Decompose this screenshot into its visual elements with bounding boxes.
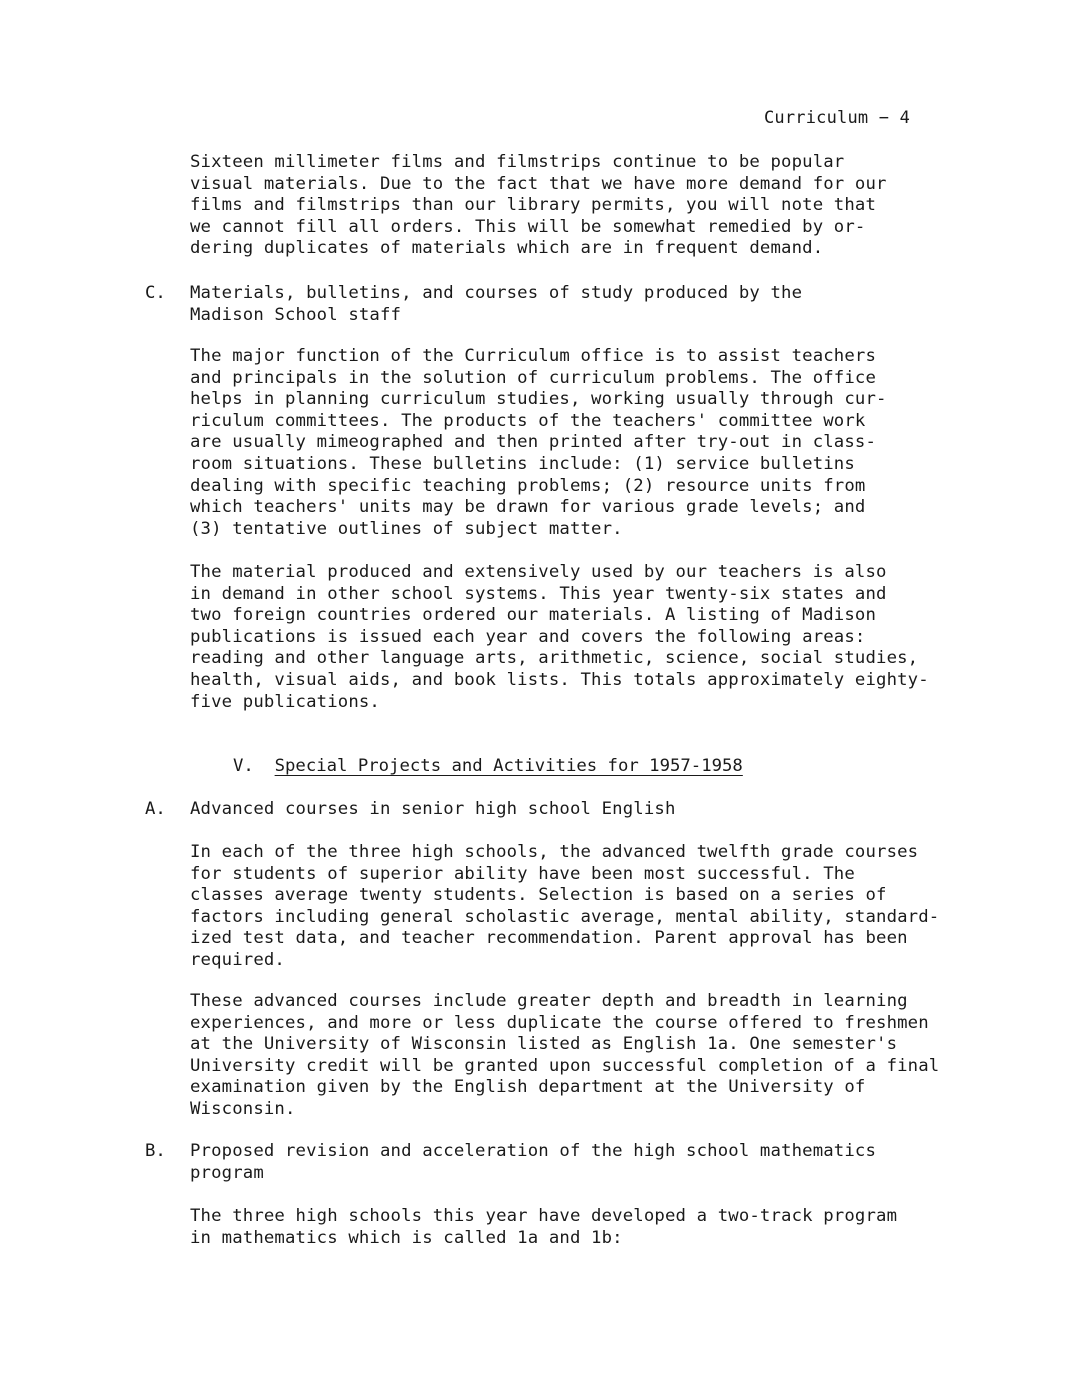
paragraph-math-program — [190, 1206, 970, 1249]
text-line: The material produced and extensively used by our teachers is also — [190, 562, 887, 582]
text-line: examination given by the English department at the University of — [190, 1077, 866, 1098]
text-line: two foreign countries ordered our materials. A listing of Madison — [190, 605, 877, 626]
text-line: Madison School staff — [190, 304, 402, 325]
text-line: Sixteen millimeter films and filmstrips continue to be popular — [190, 152, 845, 172]
text-line: helps in planning curriculum studies, working usually through cur- — [190, 389, 887, 410]
paragraph-advanced-courses — [190, 842, 970, 972]
text-line: are usually mimeographed and then printed after try-out in class- — [190, 432, 877, 453]
paragraph-films — [190, 152, 970, 260]
section-a-marker: A. — [145, 799, 166, 819]
text-line: required. — [190, 949, 285, 970]
text-line: dering duplicates of materials which are in frequent demand. — [190, 238, 824, 259]
section-v-number: V. — [233, 756, 254, 776]
text-line: (3) tentative outlines of subject matter. — [190, 518, 623, 539]
text-line: in demand in other school systems. This year twenty-six states and — [190, 583, 887, 604]
paragraph-advanced-depth — [190, 991, 970, 1121]
section-c-title — [190, 283, 970, 326]
text-line: room situations. These bulletins include: (1) service bulletins — [190, 453, 855, 474]
text-line: Materials, bulletins, and courses of study produced by the — [190, 283, 803, 303]
text-line: experiences, and more or less duplicate the course offered to freshmen — [190, 1012, 929, 1033]
section-b-title — [190, 1141, 970, 1184]
text-line: we cannot fill all orders. This will be somewhat remedied by or- — [190, 216, 866, 237]
text-line: University credit will be granted upon successful completion of a final — [190, 1055, 940, 1076]
text-line: The major function of the Curriculum office is to assist teachers — [190, 346, 877, 366]
running-head: Curriculum − 4 — [764, 108, 911, 128]
text-line: riculum committees. The products of the teachers' committee work — [190, 410, 866, 431]
text-line: dealing with specific teaching problems; (2) resource units from — [190, 475, 866, 496]
text-line: Proposed revision and acceleration of the high school mathematics — [190, 1141, 877, 1161]
text-line: factors including general scholastic average, mental ability, standard- — [190, 906, 940, 927]
text-line: ized test data, and teacher recommendation. Parent approval has been — [190, 928, 908, 949]
paragraph-material-produced — [190, 562, 970, 713]
text-line: five publications. — [190, 691, 380, 712]
text-line: These advanced courses include greater depth and breadth in learning — [190, 991, 908, 1011]
text-line: publications is issued each year and covers the following areas: — [190, 626, 866, 647]
text-line: In each of the three high schools, the advanced twelfth grade courses — [190, 842, 919, 862]
text-line: in mathematics which is called 1a and 1b: — [190, 1227, 623, 1248]
text-line: films and filmstrips than our library permits, you will note that — [190, 195, 877, 216]
text-line: at the University of Wisconsin listed as English 1a. One semester's — [190, 1034, 898, 1055]
text-line: and principals in the solution of curriculum problems. The office — [190, 367, 877, 388]
text-line: The three high schools this year have developed a two-track program — [190, 1206, 898, 1226]
section-b-marker: B. — [145, 1141, 166, 1161]
text-line: classes average twenty students. Selection is based on a series of — [190, 885, 887, 906]
text-line: health, visual aids, and book lists. This totals approximately eighty- — [190, 669, 929, 690]
section-a-title — [190, 799, 970, 821]
text-line: reading and other language arts, arithmetic, science, social studies, — [190, 648, 919, 669]
text-line: visual materials. Due to the fact that we have more demand for our — [190, 173, 887, 194]
text-line: Advanced courses in senior high school English — [190, 799, 676, 819]
text-line: Wisconsin. — [190, 1098, 296, 1119]
section-v-title: Special Projects and Activities for 1957-1958 — [274, 756, 743, 776]
text-line: which teachers' units may be drawn for various grade levels; and — [190, 497, 866, 518]
section-v-heading — [233, 755, 743, 777]
section-c-marker: C. — [145, 283, 166, 303]
paragraph-curriculum-office — [190, 346, 970, 540]
text-line: for students of superior ability have been most successful. The — [190, 863, 855, 884]
text-line: program — [190, 1162, 264, 1183]
